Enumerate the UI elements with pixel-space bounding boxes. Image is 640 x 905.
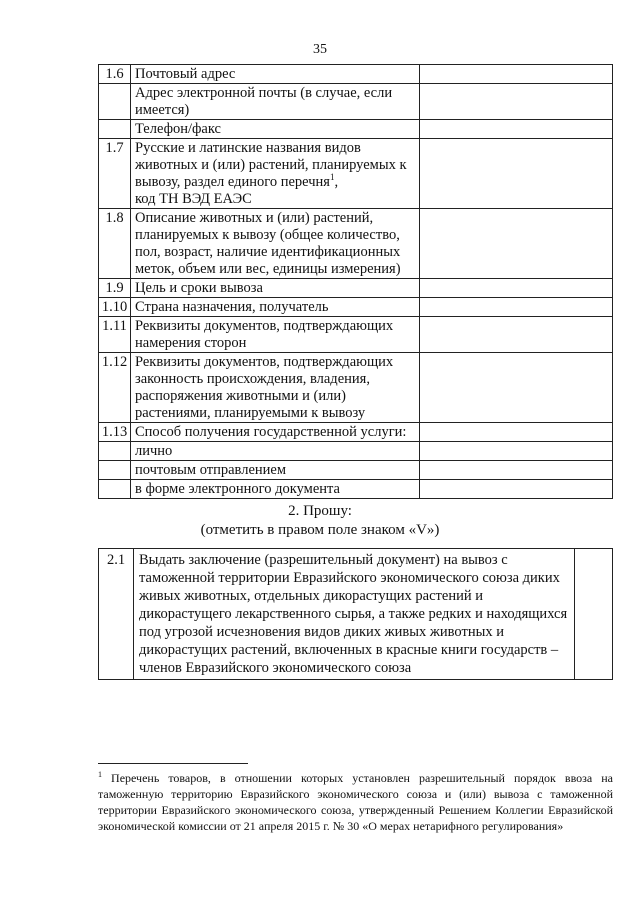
value-cell xyxy=(420,298,613,317)
footnote-text: Перечень товаров, в отношении которых установлен разрешительный порядок ввоза на таможенную территорию Евразийского экономического союза и (или) вывоза с таможенной территории Евразийского экономического союза, утвержденный Решением Коллегии Евразийской экономической комиссии от 21 апреля 2015 г. № 30 «О мерах нетарифного регулирования» xyxy=(98,771,613,833)
value-cell xyxy=(420,209,613,279)
row-label: Русские и латинские названия видов животных и (или) растений, планируемых к вывозу, раздел единого перечня$^1$, код ТН ВЭД ЕАЭС xyxy=(131,139,420,209)
value-cell xyxy=(420,84,613,120)
page-number: 35 xyxy=(313,42,327,57)
footnote-reference: 1 xyxy=(329,172,335,183)
checkmark-cell xyxy=(575,549,613,680)
section-subtitle: (отметить в правом поле знаком «V») xyxy=(200,522,440,538)
value-cell xyxy=(420,317,613,353)
row-number: 1.7 xyxy=(99,139,131,209)
table-row xyxy=(99,139,613,209)
request-text: Выдать заключение (разрешительный документ) на вывоз с таможенной территории Евразийского экономического союза диких живых животных, отдельных дикорастущих растений и дикорастущего лекарственного сырья, а также редких и находящихся под угрозой исчезновения видов диких живых животных и дикорастущих растений, включенных в красные книги государств – членов Евразийского экономического союза xyxy=(134,549,575,680)
value-cell xyxy=(420,480,613,499)
row-number xyxy=(99,480,131,499)
table-row xyxy=(99,549,613,680)
table-row xyxy=(99,480,613,499)
row-number xyxy=(99,84,131,120)
table-row xyxy=(99,423,613,442)
value-cell xyxy=(420,353,613,423)
row-number xyxy=(99,461,131,480)
row-label: лично xyxy=(131,442,420,461)
value-cell xyxy=(420,461,613,480)
row-label: Способ получения государственной услуги: xyxy=(131,423,420,442)
table-row xyxy=(99,353,613,423)
table-row xyxy=(99,461,613,480)
row-number: 1.13 xyxy=(99,423,131,442)
value-cell xyxy=(420,442,613,461)
section-title: 2. Прошу: xyxy=(288,503,352,519)
table-row xyxy=(99,279,613,298)
footnote-divider xyxy=(98,763,248,764)
table-row xyxy=(99,298,613,317)
row-label: Реквизиты документов, подтверждающих законность происхождения, владения, распоряжения животными и (или) растениями, планируемыми к вывозу xyxy=(131,353,420,423)
row-number xyxy=(99,442,131,461)
table-row xyxy=(99,317,613,353)
row-number: 1.6 xyxy=(99,65,131,84)
value-cell xyxy=(420,139,613,209)
table-row xyxy=(99,65,613,84)
row-label: Цель и сроки вывоза xyxy=(131,279,420,298)
value-cell xyxy=(420,423,613,442)
value-cell xyxy=(420,65,613,84)
row-label: почтовым отправлением xyxy=(131,461,420,480)
row-label: Реквизиты документов, подтверждающих намерения сторон xyxy=(131,317,420,353)
table-row xyxy=(99,84,613,120)
request-table xyxy=(98,548,613,680)
row-number: 1.11 xyxy=(99,317,131,353)
row-label: в форме электронного документа xyxy=(131,480,420,499)
table-row xyxy=(99,209,613,279)
application-details-table xyxy=(98,64,613,499)
row-number: 1.8 xyxy=(99,209,131,279)
row-label: Почтовый адрес xyxy=(131,65,420,84)
table-row xyxy=(99,442,613,461)
value-cell xyxy=(420,279,613,298)
row-number: 1.9 xyxy=(99,279,131,298)
footnote-marker: 1 xyxy=(98,770,102,779)
row-number: 1.10 xyxy=(99,298,131,317)
row-label: Адрес электронной почты (в случае, если имеется) xyxy=(131,84,420,120)
row-number xyxy=(99,120,131,139)
row-number: 2.1 xyxy=(99,549,134,680)
row-label: Описание животных и (или) растений, планируемых к вывозу (общее количество, пол, возраст, наличие идентификационных меток, объем или вес, единицы измерения) xyxy=(131,209,420,279)
row-label: Страна назначения, получатель xyxy=(131,298,420,317)
footnote xyxy=(98,770,613,834)
table-row xyxy=(99,120,613,139)
value-cell xyxy=(420,120,613,139)
row-label: Телефон/факс xyxy=(131,120,420,139)
row-number: 1.12 xyxy=(99,353,131,423)
